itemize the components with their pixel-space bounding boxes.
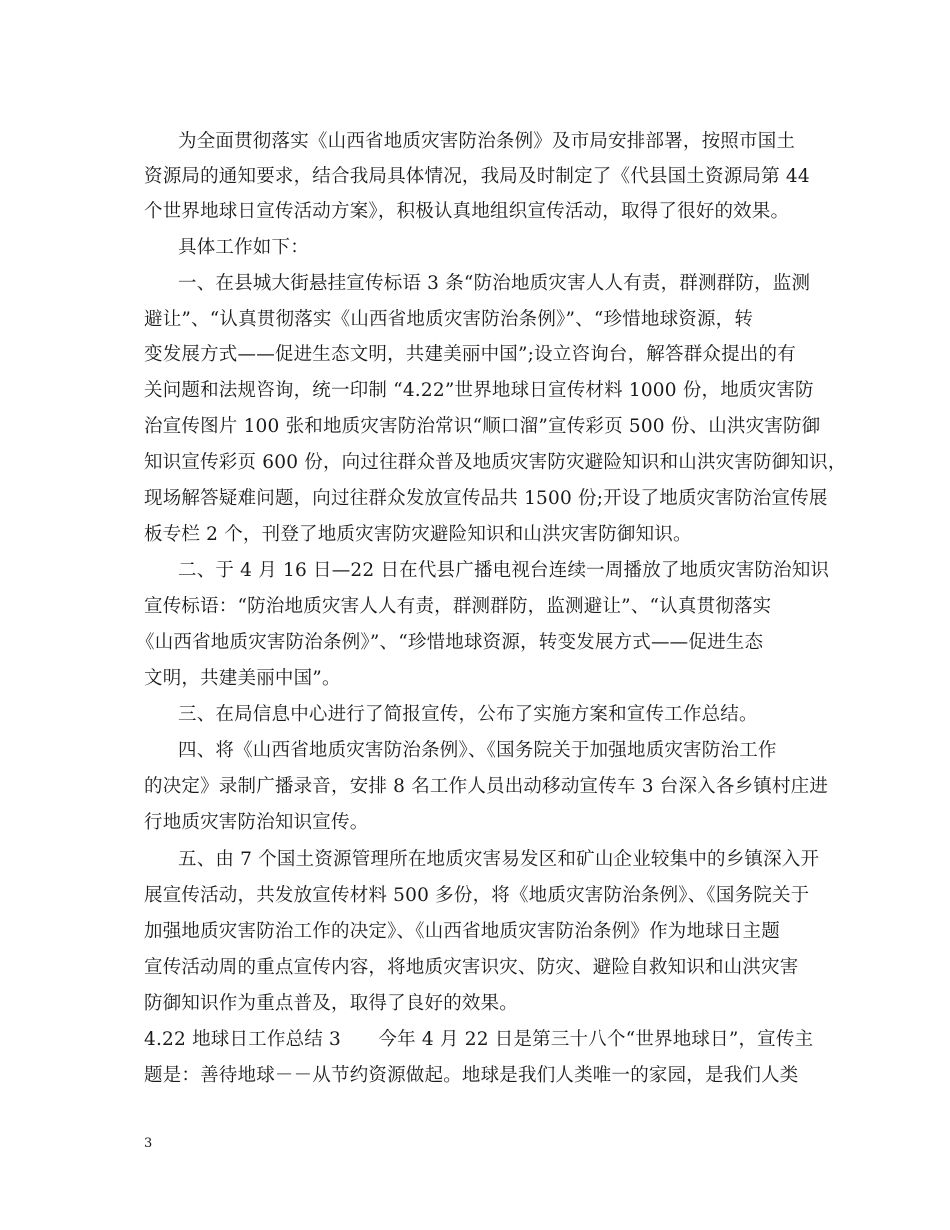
text-line: 一、在县城大街悬挂宣传标语 3 条“防治地质灾害人人有责，群测群防，监测 bbox=[178, 273, 811, 294]
text-line: 四、将《山西省地质灾害防治条例》、《国务院关于加强地质灾害防治工作 bbox=[178, 740, 777, 761]
text-line: 加强地质灾害防治工作的决定》、《山西省地质灾害防治条例》作为地球日主题 bbox=[144, 921, 781, 942]
text-line: 行地质灾害防治知识宣传。 bbox=[144, 812, 369, 833]
text-line: 避让”、“认真贯彻落实《山西省地质灾害防治条例》”、“珍惜地球资源，转 bbox=[144, 309, 754, 330]
text-line: 治宣传图片 100 张和地质灾害防治常识“顺口溜”宣传彩页 500 份、山洪灾害防御 bbox=[144, 416, 821, 437]
text-line: 资源局的通知要求，结合我局具体情况，我局及时制定了《代县国土资源局第 44 bbox=[144, 166, 810, 187]
text-line: 的决定》录制广播录音，安排 8 名工作人员出动移动宣传车 3 台深入各乡镇村庄进 bbox=[144, 776, 829, 797]
text-line: 防御知识作为重点普及，取得了良好的效果。 bbox=[144, 993, 519, 1014]
text-line: 《山西省地质灾害防治条例》”、“珍惜地球资源，转变发展方式——促进生态 bbox=[136, 632, 764, 653]
text-line: 二、于 4 月 16 日—22 日在代县广播电视台连续一周播放了地质灾害防治知识 bbox=[178, 560, 830, 581]
text-line: 关问题和法规咨询，统一印制 “4.22”世界地球日宣传材料 1000 份，地质灾害防 bbox=[144, 380, 814, 401]
text-line: 文明，共建美丽中国”。 bbox=[144, 668, 341, 689]
text-line: 现场解答疑难问题，向过往群众发放宣传品共 1500 份;开设了地质灾害防治宣传展 bbox=[144, 488, 828, 509]
text-line: 为全面贯彻落实《山西省地质灾害防治条例》及市局安排部署，按照市国土 bbox=[178, 131, 796, 152]
text-line: 展宣传活动，共发放宣传材料 500 多份，将《地质灾害防治条例》、《国务院关于 bbox=[144, 885, 810, 906]
text-line: 变发展方式——促进生态文明，共建美丽中国”;设立咨询台，解答群众提出的有 bbox=[144, 344, 796, 365]
text-line: 宣传标语：“防治地质灾害人人有责，群测群防，监测避让”、“认真贯彻落实 bbox=[144, 596, 772, 617]
text-line: 具体工作如下： bbox=[178, 237, 309, 258]
text-line: 三、在局信息中心进行了简报宣传，公布了实施方案和宣传工作总结。 bbox=[178, 704, 758, 725]
text-line: 4.22 地球日工作总结 3 今年 4 月 22 日是第三十八个“世界地球日”，宣传主 bbox=[144, 1029, 814, 1050]
text-line: 知识宣传彩页 600 份，向过往群众普及地质灾害防灾避险知识和山洪灾害防御知识， bbox=[144, 452, 847, 473]
text-line: 宣传活动周的重点宣传内容，将地质灾害识灾、防灾、避险自救知识和山洪灾害 bbox=[144, 957, 799, 978]
page-number: 3 bbox=[144, 1136, 153, 1151]
text-line: 个世界地球日宣传活动方案》，积极认真地组织宣传活动，取得了很好的效果。 bbox=[144, 201, 790, 222]
text-line: 板专栏 2 个，刊登了地质灾害防灾避险知识和山洪灾害防御知识。 bbox=[144, 524, 692, 545]
text-line: 题是：善待地球－－从节约资源做起。地球是我们人类唯一的家园，是我们人类 bbox=[144, 1065, 799, 1086]
text-line: 五、由 7 个国土资源管理所在地质灾害易发区和矿山企业较集中的乡镇深入开 bbox=[178, 849, 820, 870]
